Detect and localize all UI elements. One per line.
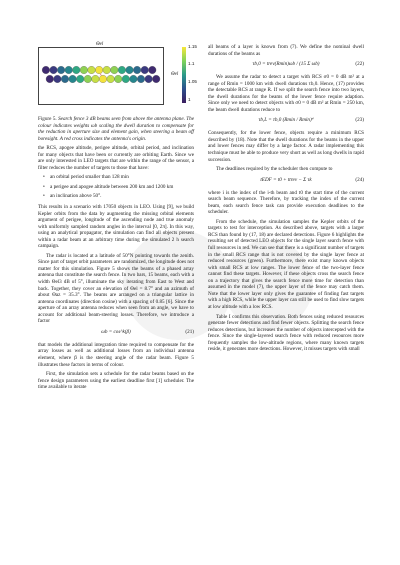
equation-number: (21) — [185, 328, 194, 335]
equation-body: τb,0 = trev(Rmin)ωb / (15 Σ ωb) — [252, 61, 320, 68]
beam-plot-frame — [38, 47, 164, 105]
beam-circle — [84, 75, 92, 83]
beam-circle — [130, 75, 138, 83]
paragraph: that models the additional integration time required to compensate for the array losses as well as additional losses from an individual antenna element, where β is the steering angle of the radar beam. Figure 5 illustrates these factors in terms of colour. — [38, 341, 194, 368]
paragraph: The deadlines required by the scheduler then compute to — [216, 166, 333, 173]
beam-circle — [145, 75, 153, 83]
equation-22 — [208, 61, 364, 70]
beam-circle — [103, 66, 111, 74]
beam-circle — [88, 66, 96, 74]
beam-circle — [61, 75, 69, 83]
beam-plot — [39, 48, 163, 104]
beam-circle — [137, 75, 145, 83]
list-item: • an orbital period smaller than 128 min — [50, 174, 194, 181]
paragraph: The radar is located at a latitude of 50°N pointing towards the zenith. Since part of target orbit parameters are randomized, the longitude does not matter for this simulation. Figure 5 shows the beams of a phased array antenna that constitute the search fence. In two bars, 15 beams, each with a width Θel3 dB of 5°, illuminate the sky iterating from East to West and back. Together, they cover an elevation of Θel = 8.7° and an azimuth of about Θaz = 35.3°. The beams are arranged on a triangular lattice in antenna coordinates (direction cosine) with a spacing of 0.85 [6]. Since the aperture of an array antenna reduces when seen from an angle, we have to account for additional beam-steering losses. Therefore, we introduce a factor — [38, 252, 194, 325]
beam-circle — [69, 75, 77, 83]
paragraph: First, the simulation sets a schedule for the radar beams based on the fence design parameters using the earliest deadline first [1] scheduler. The time available to iterate — [38, 371, 194, 391]
paragraph: Consequently, for the lower fence, objects require a minimum RCS described by (18). Note that the dwell durations for the beams in the upper and lower fences may differ by a large factor. A radar implementing this technique must be able to produce very short as well as long dwells in rapid succession. — [208, 130, 364, 163]
beam-circle — [152, 75, 160, 83]
beam-circle — [73, 66, 81, 74]
beam-circle — [57, 66, 65, 74]
list-item: • a perigee and apogee altitude between 200 km and 1200 km — [50, 184, 194, 191]
beam-circle — [111, 66, 119, 74]
caption-label: Figure 5. — [38, 116, 57, 122]
equation-23 — [208, 117, 364, 126]
beam-circle — [149, 66, 157, 74]
paragraph: From the schedule, the simulation samples the Kepler orbits of the targets to test for interception. As described above, targets with a larger RCS than found by (17, 18) are declared detections. Figure 6 highlights the resulting set of detected LEO objects for the single layer search fence with full resources in red. We can see that there is a significant number of targets in the small RCS range that is not covered by the single layer fence at reduced resources (green). Furthermore, there exist many known objects with small RCS at low ranges. The lower fence of the two-layer fence cannot find these targets. However, if these objects cross the search fence on a trajectory that gives the search fence more time for detection than assumed in the model (7), the upper layer of the fence may catch them. Note that the lower layer only gives the guarantee of finding fast targets with a high RCS, while the upper layer can still be used to find slow targets at low altitude with a low RCS. — [208, 218, 364, 310]
beam-circle — [141, 66, 149, 74]
beam-circle — [76, 75, 84, 83]
beam-circle — [46, 75, 54, 83]
filter-criteria-list — [38, 174, 194, 200]
colorbar — [182, 47, 186, 103]
equation-body: tEDF = t0 + ttrev − Σ τk — [260, 176, 312, 183]
beam-circle — [42, 66, 50, 74]
beam-circle — [114, 75, 122, 83]
paragraph: where i is the index of the i-th beam and t0 the start time of the current search beam sequence. Therefore, by tracking the index of the current beam, each search fence task can provide execution deadlines to the scheduler. — [208, 189, 364, 216]
beam-circle — [107, 75, 115, 83]
colorbar-tick: 1 — [188, 97, 191, 102]
beam-circle — [92, 75, 100, 83]
equation-21 — [38, 329, 194, 338]
caption-text: Search fence 3 dB beams seen from above the antenna plane. The colour indicates weights ωb scaling the dwell duration to compensate for the reduction in aperture size and element gain, when steering a beam off boresight. A red cross indicates the antenna's origin. — [38, 116, 195, 142]
equation-body: τb,L = τb,0 (Rmin / Rmin)⁴ — [258, 117, 314, 124]
beam-circle — [133, 66, 141, 74]
left-column — [38, 42, 197, 394]
list-item: • an inclination above 50°. — [50, 193, 194, 200]
paragraph: Table I confirms this observation. Both fences using reduced resources generate fewer detections and find fewer objects. Splitting the search fence reduces detections, but increases the number of objects intercepted with the fence. Since the single-layered search fence with reduced resources more frequently samples the low-altitude regions, where many known targets reside, it generates more detections. However, it misses targets with small — [208, 313, 364, 353]
colorbar-tick: 1.05 — [188, 79, 197, 84]
paragraph: the RCS, apogee altitude, perigee altitude, orbital period, and inclination for many objects that have been or currently are orbiting Earth. Since we are only interested in LEO targets that are within the range of the sensor, a filter reduces the number of targets to those that have: — [38, 145, 194, 171]
paragraph: This results in a scenario with 17050 objects in LEO. Using [9], we build Kepler orbits from the data by augmenting the missing orbital elements argument of perigee, longitude of the ascending node and true anomaly with uniformly sampled random angles in the interval [0, 2π]. In this way, using an analytical propagator, the simulation can find all objects present within a radar beam at an arbitrary time during the simulated 2 h search campaign. — [38, 204, 194, 250]
beam-circle — [118, 66, 126, 74]
equation-number: (23) — [355, 117, 364, 124]
beam-circle — [50, 66, 58, 74]
paragraph: all beams of a layer is known from (7). We define the nominal dwell durations of the beams as — [208, 44, 364, 57]
figure-caption — [38, 116, 194, 142]
paragraph: We assume the radar to detect a target with RCS σ0 = 0 dB m² at a range of Rmin = 1000 km with dwell durations τb,0. Hence, (17) provides the detectable RCS at range R. If we split the search fence into two layers, the dwell durations for the beams of the lower fence require adaption. Since only we need to detect objects with σ0 = 0 dB m² at Rmin = 250 km, the beam dwell durations reduce to — [208, 74, 364, 113]
beam-circle — [54, 75, 62, 83]
figure-5 — [38, 42, 197, 114]
beam-circle — [126, 66, 134, 74]
theta-y-label: Θel — [171, 72, 179, 77]
equation-24 — [208, 177, 364, 186]
beam-circle — [65, 66, 73, 74]
origin-cross-icon: × — [99, 72, 102, 78]
colorbar-tick: 1.1 — [188, 61, 195, 66]
equation-body: ωb = cos^k(β) — [101, 328, 131, 335]
equation-number: (22) — [355, 61, 364, 68]
beam-circle — [80, 66, 88, 74]
equation-number: (24) — [355, 176, 364, 183]
right-column — [208, 44, 364, 356]
beam-circle — [122, 75, 130, 83]
theta-x-label: Θel — [96, 42, 104, 47]
colorbar-tick: 1.15 — [188, 44, 197, 49]
